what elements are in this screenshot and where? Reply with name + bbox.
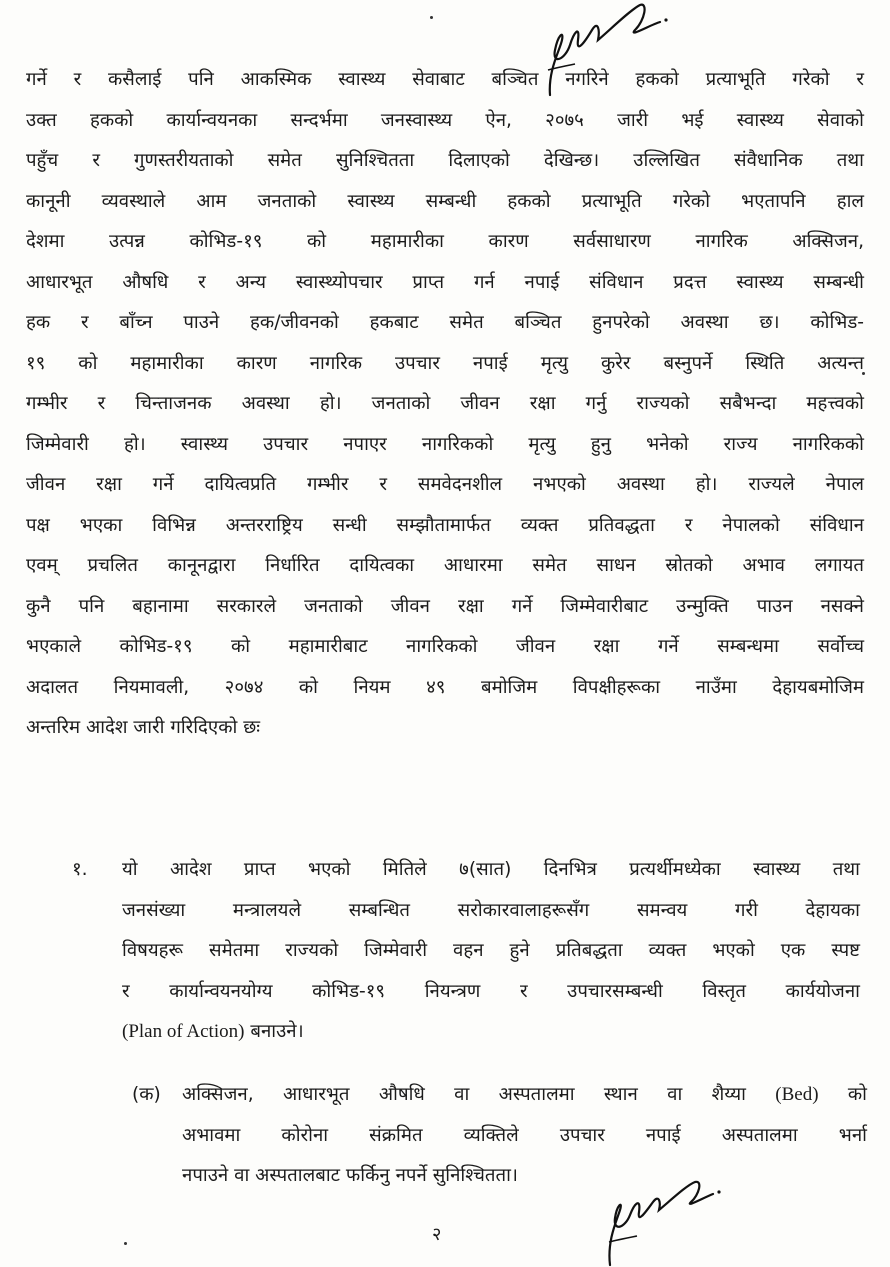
speck	[124, 1242, 127, 1245]
paragraph-line: गर्ने र कसैलाई पनि आकस्मिक स्वास्थ्य सेवाबाट बञ्चित नगरिने हकको प्रत्याभूति गरेको र	[26, 69, 864, 90]
item-body	[122, 850, 860, 1053]
plan-of-action-term: (Plan of Action)	[122, 1021, 245, 1042]
paragraph-line: आधारभूत औषधि र अन्य स्वास्थ्योपचार प्राप्त गर्न नपाई संविधान प्रदत्त स्वास्थ्य सम्बन्धी	[26, 271, 864, 293]
item-line: जनसंख्या मन्त्रालयले सम्बन्धित सरोकारवालाहरूसँग समन्वय गरी देहायका	[122, 899, 860, 921]
item-line: र कार्यान्वयनयोग्य कोभिड-१९ नियन्त्रण र उपचारसम्बन्धी विस्तृत कार्ययोजना	[122, 980, 860, 1002]
paragraph-line: अदालत नियमावली, २०७४ को नियम ४९ बमोजिम विपक्षीहरूका नाउँमा देहायबमोजिम	[26, 676, 864, 698]
paragraph-line: कुनै पनि बहानामा सरकारले जनताको जीवन रक्षा गर्ने जिम्मेवारीबाट उन्मुक्ति पाउन नसक्ने	[26, 595, 864, 617]
sub-item-line: अभावमा कोरोना संक्रमित व्यक्तिले उपचार नपाई अस्पतालमा भर्ना	[182, 1124, 867, 1146]
item-line: यो आदेश प्राप्त भएको मितिले ७(सात) दिनभित्र प्रत्यर्थीमध्येका स्वास्थ्य तथा	[122, 859, 860, 880]
paragraph-line: जिम्मेवारी हो। स्वास्थ्य उपचार नपाएर नागरिकको मृत्यु हुनु भनेको राज्य नागरिकको	[26, 433, 864, 455]
sub-item-line	[182, 1075, 867, 1116]
sub-item-line: नपाउने वा अस्पतालबाट फर्किनु नपर्ने सुनिश्चितता।	[182, 1165, 518, 1186]
paragraph-line: जीवन रक्षा गर्ने दायित्वप्रति गम्भीर र समवेदनशील नभएको अवस्था हो। राज्यले नेपाल	[26, 474, 864, 495]
sub-line-start: अक्सिजन, आधारभूत औषधि वा अस्पतालमा स्थान वा शैय्या	[182, 1084, 776, 1105]
paragraph-line: उक्त हकको कार्यान्वयनका सन्दर्भमा जनस्वास्थ्य ऐन, २०७५ जारी भई स्वास्थ्य सेवाको	[26, 109, 864, 131]
paragraph-line: कानूनी व्यवस्थाले आम जनताको स्वास्थ्य सम्बन्धी हकको प्रत्याभूति गरेको भएतापनि हाल	[26, 190, 864, 212]
paragraph-line: अन्तरिम आदेश जारी गरिदिएको छः	[26, 717, 261, 738]
page-number: २	[432, 1224, 442, 1245]
body-paragraph	[26, 60, 864, 749]
speck	[430, 16, 433, 19]
sub-item-body	[182, 1075, 867, 1197]
item-line-end: बनाउने।	[244, 1021, 304, 1042]
paragraph-line: एवम् प्रचलित कानूनद्वारा निर्धारित दायित्वका आधारमा समेत साधन स्रोतको अभाव लगायत	[26, 555, 864, 576]
paragraph-line: भएकाले कोभिड-१९ को महामारीबाट नागरिकको जीवन रक्षा गर्ने सम्बन्धमा सर्वोच्च	[26, 636, 864, 657]
paragraph-line: पक्ष भएका विभिन्न अन्तरराष्ट्रिय सन्धी सम्झौतामार्फत व्यक्त प्रतिवद्धता र नेपालको संविधान	[26, 514, 864, 536]
paragraph-line: १९ को महामारीका कारण नागरिक उपचार नपाई मृत्यु कुरेर बस्नुपर्ने स्थिति अत्यन्त	[26, 352, 864, 374]
item-line	[122, 1012, 860, 1053]
bed-term: (Bed)	[775, 1084, 819, 1105]
item-number: १.	[72, 859, 88, 880]
paragraph-line: गम्भीर र चिन्ताजनक अवस्था हो। जनताको जीवन रक्षा गर्नु राज्यको सबैभन्दा महत्त्वको	[26, 393, 864, 414]
paragraph-line: हक र बाँच्न पाउने हक/जीवनको हकबाट समेत बञ्चित हुनपरेको अवस्था छ। कोभिड-	[26, 312, 864, 333]
item-line: विषयहरू समेतमा राज्यको जिम्मेवारी वहन हुने प्रतिबद्धता व्यक्त भएको एक स्पष्ट	[122, 940, 860, 961]
sub-item-label: (क)	[132, 1084, 161, 1105]
paragraph-line: पहुँच र गुणस्तरीयताको समेत सुनिश्चितता दिलाएको देखिन्छ। उल्लिखित संवैधानिक तथा	[26, 150, 864, 171]
sub-line-end: को	[818, 1084, 867, 1105]
paragraph-line: देशमा उत्पन्न कोभिड-१९ को महामारीका कारण सर्वसाधारण नागरिक अक्सिजन,	[26, 231, 864, 252]
